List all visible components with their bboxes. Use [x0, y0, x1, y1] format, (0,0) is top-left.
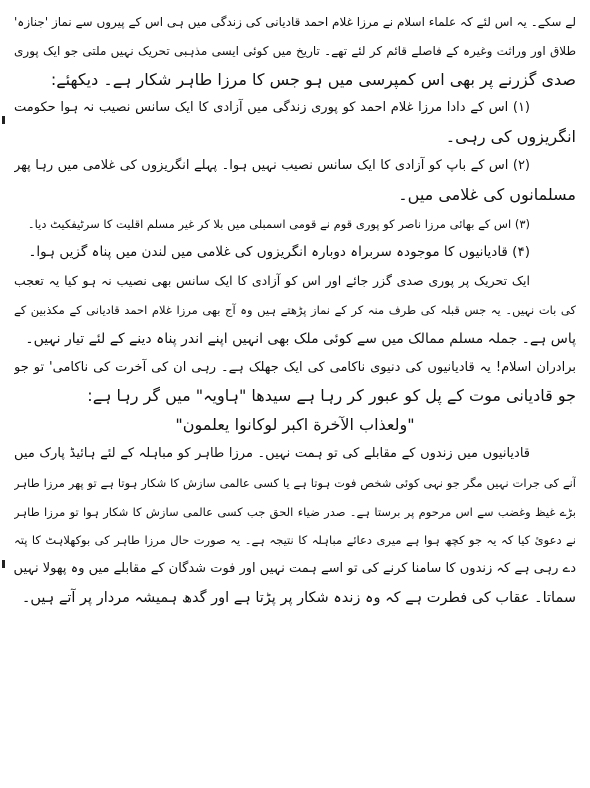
margin-mark	[2, 560, 5, 568]
text-line: آنے کی جرات نہیں مگر جو نہی کوئی شخص فوت ہوتا ہے یا کسی عالمی سازش کا شکار ہوتا ہے تو پھر مرزا طاہر	[14, 475, 576, 490]
margin-mark	[2, 116, 5, 124]
list-item-3: (۳) اس کے بھائی مرزا ناصر کو پوری قوم نے قومی اسمبلی میں بلا کر غیر مسلم اقلیت کا سرٹیفکیٹ دیا۔	[27, 216, 530, 231]
paragraph-start: ایک تحریک پر پوری صدی گزر جائے اور اس کو آزادی کا ایک سانس بھی نصیب نہ ہو کیا یہ تعجب	[14, 273, 530, 289]
text-line: نے دعوئ کیا کہ یہ جو کچھ ہوا ہے میری دعائے مباہلہ کا نتیجہ ہے۔ یہ صورت حال مرزا طاہر کی بوکھلاہٹ کا پتہ	[14, 533, 576, 548]
text-line: لے سکے۔ یہ اس لئے کہ علماء اسلام نے مرزا غلام احمد قادیانی کی زندگی میں ہی اس کے پیروں سے نماز 'جنازہ'	[14, 15, 576, 29]
paragraph-start: قادیانیوں میں زندوں کے مقابلے کی تو ہمت نہیں۔ مرزا طاہر کو مباہلہ کے لئے ہائیڈ پارک میں	[14, 445, 530, 461]
list-item-2: (۲) اس کے باپ کو آزادی کا ایک سانس نصیب نہیں ہوا۔ پہلے انگریزوں کی غلامی میں رہا پھر	[14, 157, 530, 173]
text-line: دے رہی ہے کہ زندوں کا سامنا کرنے کی تو اسے ہمت نہیں اور فوت شدگان کے مقابلے میں وہ پھولا نہیں	[14, 561, 576, 577]
list-item-4: (۴) قادیانیوں کا موجودہ سربراہ دوبارہ انگریزوں کی غلامی میں لندن میں پناہ گزیں ہوا۔	[28, 244, 530, 261]
list-item-1: (۱) اس کے دادا مرزا غلام احمد کو پوری زندگی میں آزادی کا ایک سانس نصیب نہ ہوا حکومت	[14, 100, 530, 116]
quranic-quote: "ولعذاب الآخرة اکبر لوکانوا یعلمون"	[175, 415, 415, 435]
text-line: سماتا۔ عقاب کی فطرت ہے کہ وہ زندہ شکار پر پڑتا ہے اور گدھ ہمیشہ مردار پر آتے ہیں۔	[21, 589, 576, 606]
text-line: جو قادیانی موت کے پل کو عبور کر رہا ہے سیدھا "ہاویہ" میں گر رہا ہے:	[87, 386, 576, 406]
text-line: صدی گزرنے پر بھی اس کمپرسی میں ہو جس کا مرزا طاہر شکار ہے۔ دیکھئے:	[50, 69, 576, 89]
paragraph-start: برادران اسلام! یہ قادیانیوں کی دنیوی ناکامی کی ایک جھلک ہے۔ رہی ان کی آخرت کی ناکامی' تو جو	[14, 359, 576, 375]
text-line: انگریزوں کی رہی۔	[445, 127, 576, 147]
text-line: طلاق اور وراثت وغیرہ کے فاصلے قائم کر لئے تھے۔ تاریخ میں کوئی ایسی مذہبی تحریک نہیں ملتی جو ایک پوری	[14, 43, 576, 58]
text-line: پاس ہے۔ جملہ مسلم ممالک میں سے کوئی ملک بھی انہیں اپنے اندر پناہ دینے کے لئے تیار نہیں۔	[25, 330, 576, 347]
text-line: بڑے غیظ وغضب سے اس مرحوم پر برستا ہے۔ صدر ضیاء الحق جب کسی عالمی سازش کا شکار ہوا تو مرزا طاہر	[14, 504, 576, 519]
text-line: کی بات نہیں۔ یہ جس قبلہ کی طرف منہ کر کے نماز پڑھتے ہیں وہ آج بھی مرزا غلام احمد قادیانی کے مکذبین کے	[14, 302, 576, 317]
text-line: مسلمانوں کی غلامی میں۔	[398, 184, 576, 204]
